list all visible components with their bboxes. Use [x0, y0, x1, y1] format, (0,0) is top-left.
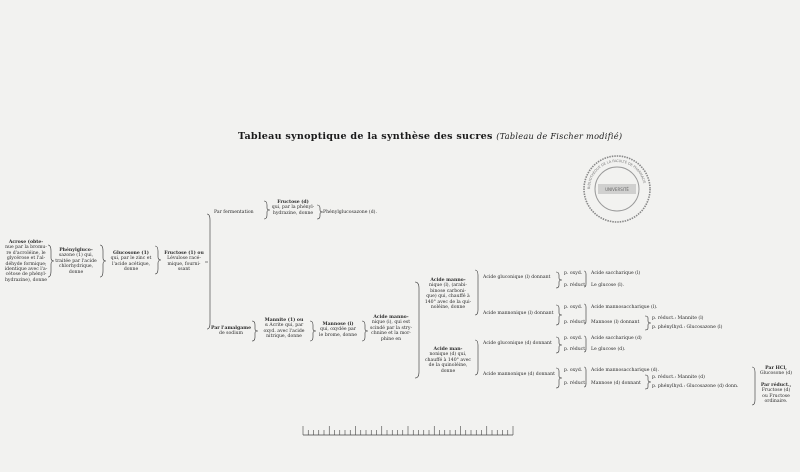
node-acide-mannonique-l: Acide manno- nique (l), (arabi- binose carboni- que) qui, chauffé à 140° avec de la qui- noléine, donne [424, 278, 472, 311]
node-acide-mannosaccharique-d: Acide mannosaccharique (d). [591, 368, 659, 373]
stamp-outer-text: BIBLIOTHÈQUE DE LA FACULTÉ DE PHARMACIE [586, 158, 647, 190]
node-glucosazone-l: p. phénylhyd.: Glucosazone (l) [652, 325, 723, 330]
label-p-reduct: p. réduct. [564, 347, 587, 352]
title-main: Tableau synoptique de la synthèse des sucres [238, 131, 493, 142]
diagram-title [238, 131, 622, 142]
node-glucose-l: Le glucose (l). [591, 283, 624, 288]
node-mannite: Mannite (1) ou α Acrite qui, par oxyd. avec l'acide nitrique, donne [263, 318, 305, 340]
label-p-reduct: p. réduct. [564, 283, 587, 288]
node-acide-mannonique-d: Acide man- nonique (d) qui, chauffé à 140° avec de la quinoléine, donne [424, 347, 472, 374]
node-mannose-d: Mannose (d) donnant [591, 381, 641, 386]
label-p-oxyd: p. oxyd. [564, 368, 583, 373]
node-fermentation: Par fermentation [214, 210, 254, 215]
title-note: (Tableau de Fischer modifié) [496, 131, 623, 141]
node-glucose-d: Le glucose (d). [591, 347, 626, 352]
node-glucosazone-d: p. phénylhyd.: Glucosazone (d) donn. [652, 384, 739, 389]
stamp-inner-text: UNIVERSITÉ [605, 187, 629, 192]
node-glucosone: Glucosone (1) qui, par le zinc et l'acide acétique, donne [110, 251, 152, 273]
library-stamp [580, 152, 654, 226]
scale-bar [302, 425, 514, 436]
node-glucosone-d: Par HCl, Glucosone (d) [759, 366, 793, 377]
node-phenylglucosazone: Phénylgluco- sazone (1) qui, traitée par l'acide chlorhydrique, donne [55, 248, 97, 275]
node-acide-gluconique-l: Acide gluconique (l) donnant [483, 275, 551, 280]
node-fermentation-fructose: Fructose (d) qui, par la phényl- hydrazine, donne [271, 200, 315, 216]
node-acrose: Acrose (obte- nue par la bromu- re d'acroléine, le glycérose et l'al- déhyde formique; identique avec l'a- cétose de phényl- hydrazine), donne [4, 240, 48, 283]
node-acide-mannonique-i: Acide manno- nique (i), qui est scindé par la stry- chnine et la mor- phine en [369, 315, 413, 342]
label-p-oxyd: p. oxyd. [564, 336, 583, 341]
node-mannose-l: Mannose (l) donnant [591, 320, 640, 325]
node-fructose-racemic: Fructose (1) ou Lévulose racé- mique, fourni- ssant [164, 251, 204, 273]
node-acide-saccharique-d: Acide saccharique (d) [591, 336, 642, 341]
label-p-reduct: p. réduct. [564, 381, 587, 386]
label-p-oxyd: p. oxyd. [564, 271, 583, 276]
node-acide-mannonique-d-donnant: Acide mannonique (d) donnant [483, 372, 555, 377]
node-mannose-i: Mannose (i) qui, oxydée par le brome, donne [319, 322, 357, 338]
node-acide-saccharique-l: Acide saccharique (l) [591, 271, 641, 276]
label-p-oxyd: p. oxyd. [564, 305, 583, 310]
node-fructose-ordinaire: Par réduct., Fructose (d) ou Fructose ordinaire. [760, 383, 792, 405]
node-mannite-d: p. réduct.: Mannite (d) [652, 375, 705, 380]
node-acide-gluconique-d: Acide gluconique (d) donnant [483, 341, 552, 346]
node-mannite-l: p. réduct.: Mannite (l) [652, 316, 704, 321]
node-amalgame: Par l'amalgame de sodium [210, 326, 251, 337]
label-p-reduct: p. réduct. [564, 320, 587, 325]
node-phenylglucosazone-d: Phénylglucosazone (d). [323, 210, 377, 215]
node-acide-mannonique-l-donnant: Acide mannonique (l) donnant [483, 311, 554, 316]
node-acide-mannosaccharique-l: Acide mannosaccharique (l). [591, 305, 658, 310]
